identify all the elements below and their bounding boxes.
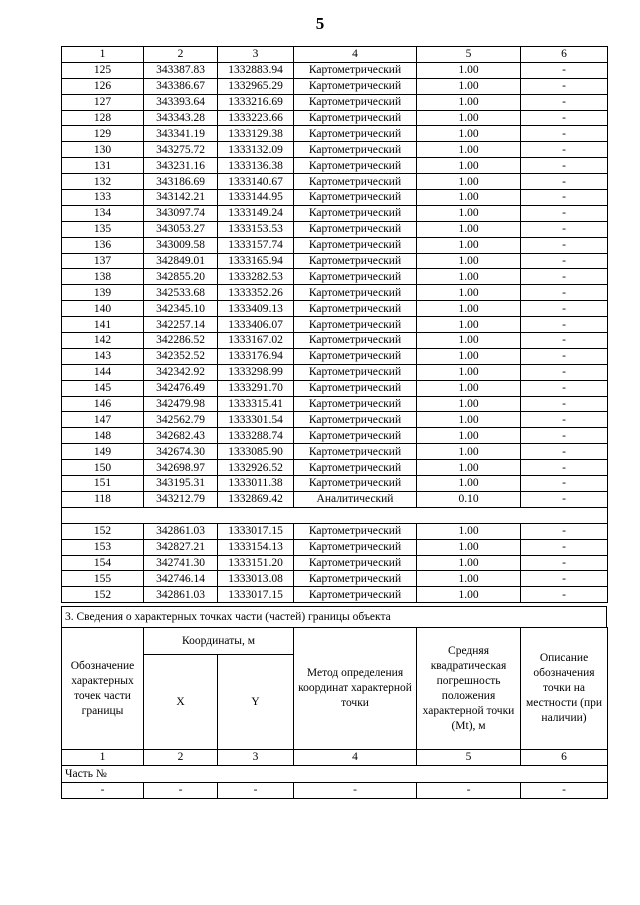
method-cell: Аналитический <box>294 491 417 507</box>
description-cell: - <box>521 62 608 78</box>
accuracy-cell: 1.00 <box>417 364 521 380</box>
description-cell: - <box>521 587 608 603</box>
coord-y-cell: 1333298.99 <box>218 364 294 380</box>
description-cell: - <box>521 301 608 317</box>
point-number-cell: 142 <box>62 333 144 349</box>
table-row <box>62 269 608 285</box>
point-number-cell: 118 <box>62 491 144 507</box>
coord-y-cell: 1333017.15 <box>218 523 294 539</box>
description-cell: - <box>521 190 608 206</box>
header-accuracy: Средняя квадратическая погрешность положения характерной точки (Mt), м <box>417 628 521 750</box>
accuracy-cell: 1.00 <box>417 62 521 78</box>
description-cell: - <box>521 78 608 94</box>
accuracy-cell: 1.00 <box>417 142 521 158</box>
description-cell: - <box>521 539 608 555</box>
table-row <box>62 237 608 253</box>
method-cell: Картометрический <box>294 94 417 110</box>
empty-cell: - <box>218 783 294 799</box>
coord-x-cell: 342352.52 <box>144 348 218 364</box>
method-cell: Картометрический <box>294 555 417 571</box>
coord-x-cell: 343341.19 <box>144 126 218 142</box>
table-row <box>62 333 608 349</box>
description-cell: - <box>521 460 608 476</box>
column-number-cell: 4 <box>294 750 417 766</box>
coord-x-cell: 342698.97 <box>144 460 218 476</box>
column-number-cell: 3 <box>218 47 294 63</box>
accuracy-cell: 1.00 <box>417 523 521 539</box>
accuracy-cell: 1.00 <box>417 428 521 444</box>
coord-y-cell: 1333149.24 <box>218 205 294 221</box>
accuracy-cell: 1.00 <box>417 126 521 142</box>
empty-cell: - <box>62 783 144 799</box>
coord-x-cell: 342861.03 <box>144 587 218 603</box>
description-cell: - <box>521 428 608 444</box>
coord-x-cell: 342682.43 <box>144 428 218 444</box>
table-row <box>62 412 608 428</box>
coord-y-cell: 1333136.38 <box>218 158 294 174</box>
column-number-cell: 5 <box>417 47 521 63</box>
coord-y-cell: 1333291.70 <box>218 380 294 396</box>
point-number-cell: 152 <box>62 523 144 539</box>
description-cell: - <box>521 221 608 237</box>
point-number-cell: 151 <box>62 476 144 492</box>
coord-x-cell: 342741.30 <box>144 555 218 571</box>
method-cell: Картометрический <box>294 285 417 301</box>
coord-x-cell: 342855.20 <box>144 269 218 285</box>
empty-cell: - <box>144 783 218 799</box>
accuracy-cell: 1.00 <box>417 301 521 317</box>
separator-cell <box>62 507 608 523</box>
accuracy-cell: 1.00 <box>417 253 521 269</box>
column-number-cell: 2 <box>144 47 218 63</box>
method-cell: Картометрический <box>294 158 417 174</box>
part-number-label: Часть № <box>62 766 608 783</box>
method-cell: Картометрический <box>294 269 417 285</box>
method-cell: Картометрический <box>294 380 417 396</box>
point-number-cell: 140 <box>62 301 144 317</box>
method-cell: Картометрический <box>294 428 417 444</box>
coord-y-cell: 1333409.13 <box>218 301 294 317</box>
table-row <box>62 205 608 221</box>
coord-y-cell: 1333176.94 <box>218 348 294 364</box>
point-number-cell: 137 <box>62 253 144 269</box>
point-number-cell: 152 <box>62 587 144 603</box>
method-cell: Картометрический <box>294 412 417 428</box>
table-row <box>62 142 608 158</box>
table-row <box>62 253 608 269</box>
table-row <box>62 380 608 396</box>
header-description: Описание обозначения точки на местности (при наличии) <box>521 628 608 750</box>
table-row <box>62 428 608 444</box>
point-number-cell: 127 <box>62 94 144 110</box>
point-number-cell: 135 <box>62 221 144 237</box>
coord-y-cell: 1333017.15 <box>218 587 294 603</box>
description-cell: - <box>521 269 608 285</box>
coord-y-cell: 1333288.74 <box>218 428 294 444</box>
coord-x-cell: 343009.58 <box>144 237 218 253</box>
accuracy-cell: 1.00 <box>417 333 521 349</box>
point-number-cell: 133 <box>62 190 144 206</box>
accuracy-cell: 1.00 <box>417 269 521 285</box>
table-row <box>62 285 608 301</box>
method-cell: Картометрический <box>294 348 417 364</box>
coord-x-cell: 342257.14 <box>144 317 218 333</box>
column-number-cell: 1 <box>62 750 144 766</box>
table-row <box>62 94 608 110</box>
coord-y-cell: 1333301.54 <box>218 412 294 428</box>
coord-x-cell: 342533.68 <box>144 285 218 301</box>
point-number-cell: 132 <box>62 174 144 190</box>
table-row <box>62 587 608 603</box>
table-row <box>62 78 608 94</box>
description-cell: - <box>521 94 608 110</box>
method-cell: Картометрический <box>294 62 417 78</box>
column-number-cell: 1 <box>62 47 144 63</box>
coord-x-cell: 342861.03 <box>144 523 218 539</box>
method-cell: Картометрический <box>294 190 417 206</box>
table-row <box>62 523 608 539</box>
coordinates-table <box>61 46 608 603</box>
point-number-cell: 150 <box>62 460 144 476</box>
description-cell: - <box>521 142 608 158</box>
point-number-cell: 126 <box>62 78 144 94</box>
description-cell: - <box>521 571 608 587</box>
description-cell: - <box>521 364 608 380</box>
description-cell: - <box>521 555 608 571</box>
header-x: X <box>144 655 218 750</box>
table-row <box>62 317 608 333</box>
coord-y-cell: 1333352.26 <box>218 285 294 301</box>
description-cell: - <box>521 444 608 460</box>
coord-y-cell: 1333144.95 <box>218 190 294 206</box>
method-cell: Картометрический <box>294 301 417 317</box>
method-cell: Картометрический <box>294 110 417 126</box>
point-number-cell: 145 <box>62 380 144 396</box>
coord-x-cell: 343186.69 <box>144 174 218 190</box>
coord-y-cell: 1333216.69 <box>218 94 294 110</box>
accuracy-cell: 1.00 <box>417 396 521 412</box>
table-row <box>62 539 608 555</box>
accuracy-cell: 1.00 <box>417 221 521 237</box>
table-row <box>62 476 608 492</box>
table-row <box>62 158 608 174</box>
point-number-cell: 129 <box>62 126 144 142</box>
point-number-cell: 154 <box>62 555 144 571</box>
table-row <box>62 491 608 507</box>
coord-x-cell: 342286.52 <box>144 333 218 349</box>
method-cell: Картометрический <box>294 587 417 603</box>
description-cell: - <box>521 237 608 253</box>
coord-y-cell: 1333153.53 <box>218 221 294 237</box>
column-number-cell: 6 <box>521 47 608 63</box>
method-cell: Картометрический <box>294 333 417 349</box>
coord-x-cell: 342746.14 <box>144 571 218 587</box>
accuracy-cell: 1.00 <box>417 460 521 476</box>
point-number-cell: 131 <box>62 158 144 174</box>
part-points-table <box>61 627 608 799</box>
coord-y-cell: 1332965.29 <box>218 78 294 94</box>
coord-y-cell: 1333011.38 <box>218 476 294 492</box>
description-cell: - <box>521 317 608 333</box>
header-coordinates: Координаты, м <box>144 628 294 655</box>
coord-y-cell: 1333085.90 <box>218 444 294 460</box>
empty-cell: - <box>294 783 417 799</box>
header-y: Y <box>218 655 294 750</box>
description-cell: - <box>521 110 608 126</box>
part-empty-row <box>62 783 608 799</box>
accuracy-cell: 1.00 <box>417 476 521 492</box>
coord-x-cell: 342476.49 <box>144 380 218 396</box>
coord-x-cell: 343231.16 <box>144 158 218 174</box>
coord-x-cell: 343212.79 <box>144 491 218 507</box>
coord-y-cell: 1333165.94 <box>218 253 294 269</box>
header-designation: Обозначение характерных точек части границы <box>62 628 144 750</box>
coord-y-cell: 1333132.09 <box>218 142 294 158</box>
method-cell: Картометрический <box>294 396 417 412</box>
method-cell: Картометрический <box>294 364 417 380</box>
coord-x-cell: 343053.27 <box>144 221 218 237</box>
coord-x-cell: 342345.10 <box>144 301 218 317</box>
coord-y-cell: 1333154.13 <box>218 539 294 555</box>
coord-y-cell: 1333129.38 <box>218 126 294 142</box>
coord-x-cell: 343097.74 <box>144 205 218 221</box>
accuracy-cell: 1.00 <box>417 94 521 110</box>
description-cell: - <box>521 476 608 492</box>
method-cell: Картометрический <box>294 237 417 253</box>
method-cell: Картометрический <box>294 523 417 539</box>
column-number-cell: 2 <box>144 750 218 766</box>
header-method: Метод определения координат характерной точки <box>294 628 417 750</box>
point-number-cell: 138 <box>62 269 144 285</box>
coord-x-cell: 342674.30 <box>144 444 218 460</box>
point-number-cell: 155 <box>62 571 144 587</box>
method-cell: Картометрический <box>294 142 417 158</box>
accuracy-cell: 1.00 <box>417 539 521 555</box>
coord-x-cell: 343343.28 <box>144 110 218 126</box>
accuracy-cell: 1.00 <box>417 587 521 603</box>
accuracy-cell: 1.00 <box>417 412 521 428</box>
description-cell: - <box>521 174 608 190</box>
coord-y-cell: 1333151.20 <box>218 555 294 571</box>
method-cell: Картометрический <box>294 571 417 587</box>
coord-y-cell: 1333315.41 <box>218 396 294 412</box>
table-row <box>62 126 608 142</box>
section-title-table <box>61 606 607 628</box>
method-cell: Картометрический <box>294 539 417 555</box>
point-number-cell: 139 <box>62 285 144 301</box>
coord-y-cell: 1333223.66 <box>218 110 294 126</box>
point-number-cell: 144 <box>62 364 144 380</box>
description-cell: - <box>521 285 608 301</box>
point-number-cell: 147 <box>62 412 144 428</box>
coord-y-cell: 1332883.94 <box>218 62 294 78</box>
coord-x-cell: 343195.31 <box>144 476 218 492</box>
accuracy-cell: 1.00 <box>417 317 521 333</box>
coord-y-cell: 1333013.08 <box>218 571 294 587</box>
column-number-cell: 3 <box>218 750 294 766</box>
column-number-cell: 6 <box>521 750 608 766</box>
column-number-cell: 5 <box>417 750 521 766</box>
page-number: 5 <box>315 14 325 33</box>
description-cell: - <box>521 205 608 221</box>
description-cell: - <box>521 380 608 396</box>
accuracy-cell: 1.00 <box>417 190 521 206</box>
coord-x-cell: 342849.01 <box>144 253 218 269</box>
description-cell: - <box>521 348 608 364</box>
empty-cell: - <box>521 783 608 799</box>
method-cell: Картометрический <box>294 253 417 269</box>
column-number-cell: 4 <box>294 47 417 63</box>
table-row <box>62 190 608 206</box>
accuracy-cell: 1.00 <box>417 348 521 364</box>
accuracy-cell: 1.00 <box>417 237 521 253</box>
method-cell: Картометрический <box>294 221 417 237</box>
coord-x-cell: 342479.98 <box>144 396 218 412</box>
description-cell: - <box>521 396 608 412</box>
table-row <box>62 444 608 460</box>
coord-y-cell: 1332926.52 <box>218 460 294 476</box>
point-number-cell: 146 <box>62 396 144 412</box>
table-row <box>62 62 608 78</box>
method-cell: Картометрический <box>294 444 417 460</box>
table-row <box>62 396 608 412</box>
point-number-cell: 128 <box>62 110 144 126</box>
coord-y-cell: 1333406.07 <box>218 317 294 333</box>
point-number-cell: 149 <box>62 444 144 460</box>
accuracy-cell: 1.00 <box>417 174 521 190</box>
method-cell: Картометрический <box>294 174 417 190</box>
point-number-cell: 141 <box>62 317 144 333</box>
point-number-cell: 130 <box>62 142 144 158</box>
accuracy-cell: 1.00 <box>417 78 521 94</box>
method-cell: Картометрический <box>294 78 417 94</box>
method-cell: Картометрический <box>294 205 417 221</box>
table-row <box>62 571 608 587</box>
description-cell: - <box>521 158 608 174</box>
coord-y-cell: 1332869.42 <box>218 491 294 507</box>
part-column-numbers-row <box>62 750 608 766</box>
table-row <box>62 555 608 571</box>
description-cell: - <box>521 412 608 428</box>
coord-x-cell: 343387.83 <box>144 62 218 78</box>
point-number-cell: 134 <box>62 205 144 221</box>
coord-x-cell: 343393.64 <box>144 94 218 110</box>
method-cell: Картометрический <box>294 317 417 333</box>
point-number-cell: 125 <box>62 62 144 78</box>
coord-x-cell: 343275.72 <box>144 142 218 158</box>
accuracy-cell: 0.10 <box>417 491 521 507</box>
accuracy-cell: 1.00 <box>417 380 521 396</box>
coord-x-cell: 342827.21 <box>144 539 218 555</box>
method-cell: Картометрический <box>294 460 417 476</box>
accuracy-cell: 1.00 <box>417 571 521 587</box>
point-number-cell: 153 <box>62 539 144 555</box>
section-title: 3. Сведения о характерных точках части (частей) границы объекта <box>62 607 607 628</box>
accuracy-cell: 1.00 <box>417 285 521 301</box>
coord-y-cell: 1333167.02 <box>218 333 294 349</box>
accuracy-cell: 1.00 <box>417 444 521 460</box>
point-number-cell: 136 <box>62 237 144 253</box>
coord-x-cell: 342562.79 <box>144 412 218 428</box>
table-row <box>62 301 608 317</box>
coord-x-cell: 343386.67 <box>144 78 218 94</box>
column-numbers-row <box>62 47 608 63</box>
table-row <box>62 110 608 126</box>
table-row <box>62 348 608 364</box>
description-cell: - <box>521 333 608 349</box>
accuracy-cell: 1.00 <box>417 205 521 221</box>
method-cell: Картометрический <box>294 126 417 142</box>
coord-x-cell: 343142.21 <box>144 190 218 206</box>
coord-y-cell: 1333157.74 <box>218 237 294 253</box>
separator-row <box>62 507 608 523</box>
table-row <box>62 460 608 476</box>
method-cell: Картометрический <box>294 476 417 492</box>
description-cell: - <box>521 523 608 539</box>
description-cell: - <box>521 253 608 269</box>
point-number-cell: 143 <box>62 348 144 364</box>
accuracy-cell: 1.00 <box>417 555 521 571</box>
accuracy-cell: 1.00 <box>417 110 521 126</box>
accuracy-cell: 1.00 <box>417 158 521 174</box>
table-row <box>62 364 608 380</box>
coord-y-cell: 1333140.67 <box>218 174 294 190</box>
point-number-cell: 148 <box>62 428 144 444</box>
description-cell: - <box>521 126 608 142</box>
table-row <box>62 174 608 190</box>
empty-cell: - <box>417 783 521 799</box>
description-cell: - <box>521 491 608 507</box>
coord-y-cell: 1333282.53 <box>218 269 294 285</box>
table-row <box>62 221 608 237</box>
coord-x-cell: 342342.92 <box>144 364 218 380</box>
